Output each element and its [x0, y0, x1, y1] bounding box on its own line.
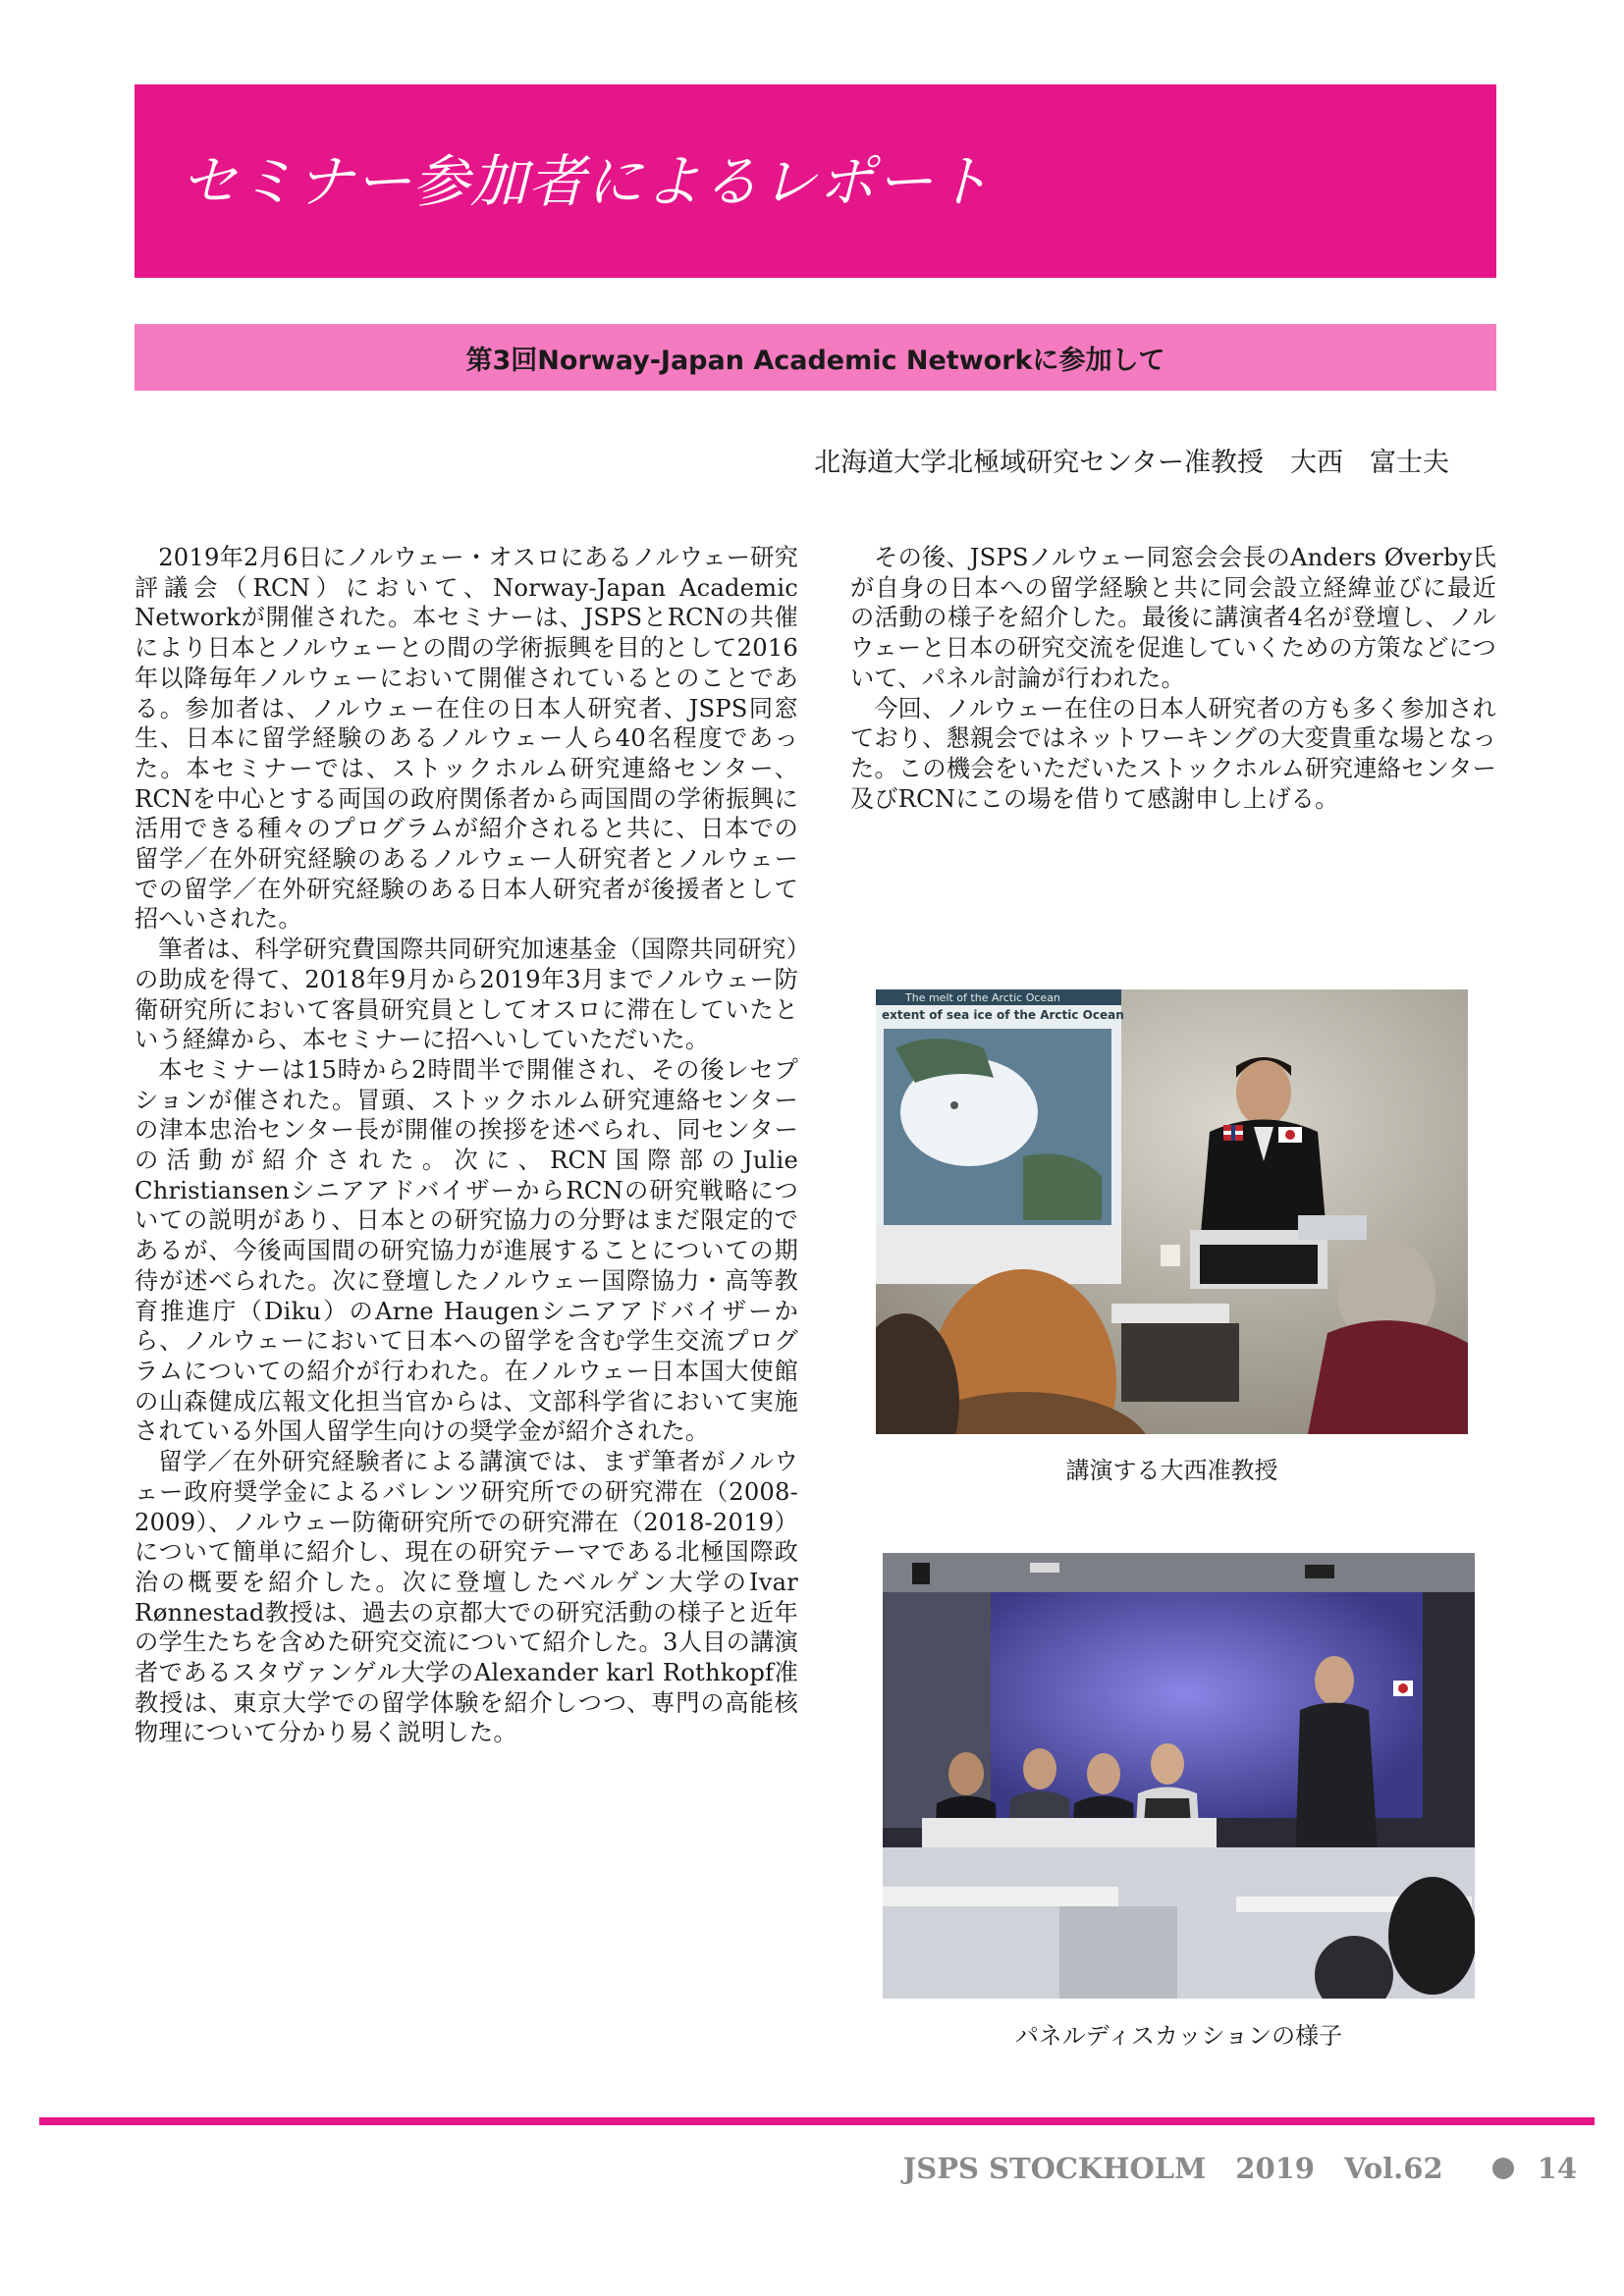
photo-caption: パネルディスカッションの様子 [1014, 2022, 1343, 2050]
article-column-right [850, 543, 1496, 814]
page-title: セミナー参加者によるレポート [181, 148, 993, 215]
paragraph: その後、JSPSノルウェー同窓会会長のAnders Øverby氏が自身の日本への留学経験と共に同会設立経緯並びに最近の活動の様子を紹介した。最後に講演者4名が登壇し、ノルウェーと日本の研究交流を促進していくための方策などについて、パネル討論が行われた。 [850, 544, 1496, 692]
paragraph: 今回、ノルウェー在住の日本人研究者の方も多く参加されており、懇親会ではネットワーキングの大変貴重な場となった。この機会をいただいたストックホルム研究連絡センター及びRCNにこの場を借りて感謝申し上げる。 [850, 694, 1496, 813]
photo-speaker-image [876, 989, 1468, 1434]
page-number: 14 [1537, 2152, 1577, 2185]
article-column-left [135, 543, 798, 1748]
paragraph: 留学／在外研究経験者による講演では、まず筆者がノルウェー政府奨学金によるバレンツ研究所での研究滞在（2008-2009）、ノルウェー防衛研究所での研究滞在（2018-2019）について簡単に紹介し、現在の研究テーマである北極国際政治の概要を紹介した。次に登壇したベルゲン大学のIvar Rønnestad教授は、過去の京都大での研究活動の様子と近年の学生たちを含めた研究交流について紹介した。3人目の講演者であるスタヴァンゲル大学のAlexander karl Rothkopf准教授は、東京大学での留学体験を紹介しつつ、専門の高能核物理について分かり易く説明した。 [135, 1448, 798, 1747]
photo-panel-image [883, 1553, 1475, 1999]
photo-panel-discussion [883, 1553, 1475, 1999]
footer-divider [39, 2117, 1595, 2125]
subtitle-bar [135, 324, 1496, 391]
paragraph: 筆者は、科学研究費国際共同研究加速基金（国際共同研究）の助成を得て、2018年9月から2019年3月までノルウェー防衛研究所において客員研究員としてオスロに滞在していたという経緯から、本セミナーに招へいしていただいた。 [135, 935, 798, 1054]
page-footer [903, 2152, 1577, 2185]
publication-name: JSPS STOCKHOLM [902, 2152, 1207, 2185]
publication-year: 2019 [1235, 2152, 1315, 2185]
bullet-icon [1492, 2158, 1514, 2179]
paragraph: 2019年2月6日にノルウェー・オスロにあるノルウェー研究評議会（RCN）において、Norway-Japan Academic Networkが開催された。本セミナーは、JSPSとRCNの共催により日本とノルウェーとの間の学術振興を目的として2016年以降毎年ノルウェーにおいて開催されているとのことである。参加者は、ノルウェー在住の日本人研究者、JSPS同窓生、日本に留学経験のあるノルウェー人ら40名程度であった。本セミナーでは、ストックホルム研究連絡センター、RCNを中心とする両国の政府関係者から両国間の学術振興に活用できる種々のプログラムが紹介されると共に、日本での留学／在外研究経験のあるノルウェー人研究者とノルウェーでの留学／在外研究経験のある日本人研究者が後援者として招へいされた。 [135, 544, 798, 934]
slide-title: The melt of the Arctic Ocean [905, 991, 1060, 1004]
paragraph: 本セミナーは15時から2時間半で開催され、その後レセプションが催された。冒頭、ストックホルム研究連絡センターの津本忠治センター長が開催の挨拶を述べられ、同センターの活動が紹介された。次に、RCN国際部のJulie ChristiansenシニアアドバイザーからRCNの研究戦略についての説明があり、日本との研究協力の分野はまだ限定的であるが、今後両国間の研究協力が進展することについての期待が述べられた。次に登壇したノルウェー国際協力・高等教育推進庁（Diku）のArne Haugenシニアアドバイザーから、ノルウェーにおいて日本への留学を含む学生交流プログラムについての紹介が行われた。在ノルウェー日本国大使館の山森健成広報文化担当官からは、文部科学省において実施されている外国人留学生向けの奨学金が紹介された。 [135, 1055, 798, 1446]
article-subtitle: 第3回Norway-Japan Academic Networkに参加して [465, 345, 1165, 376]
photo-caption: 講演する大西准教授 [1065, 1457, 1278, 1484]
title-banner [135, 84, 1496, 278]
publication-volume: Vol.62 [1343, 2152, 1443, 2185]
photo-speaker [876, 989, 1468, 1434]
author-byline: 北海道大学北極域研究センター准教授 大西 富士夫 [814, 448, 1449, 478]
slide-subtitle: extent of sea ice of the Arctic Ocean [882, 1008, 1124, 1022]
